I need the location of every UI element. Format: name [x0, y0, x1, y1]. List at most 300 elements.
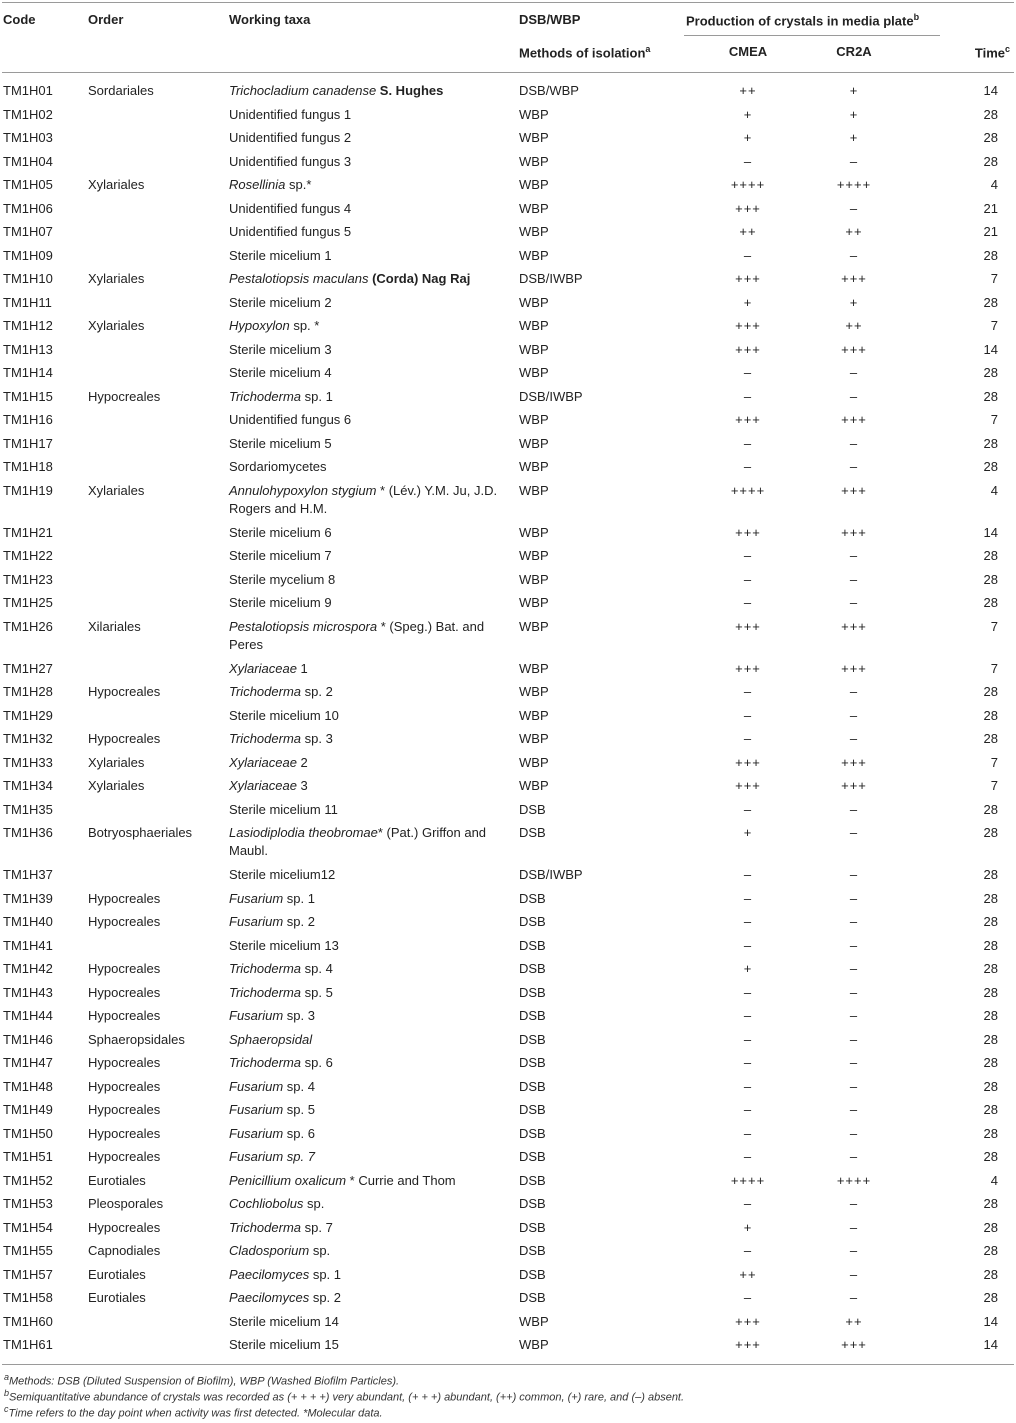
row-cmea: ++++	[730, 1172, 766, 1188]
row-code: TM1H05	[3, 177, 53, 192]
row-method: DSB/IWBP	[519, 867, 583, 882]
row-code: TM1H13	[3, 341, 53, 357]
row-cmea: –	[743, 1055, 753, 1070]
row-cr2a: +	[849, 130, 859, 145]
row-working-taxa	[229, 824, 509, 860]
row-time: 14	[983, 1337, 998, 1352]
row-order: Sordariales	[88, 83, 154, 98]
row-code: TM1H60	[3, 1313, 53, 1329]
row-cmea: +++	[735, 524, 761, 540]
row-code: TM1H02	[3, 106, 53, 122]
header-time: Time$^c$	[974, 44, 1010, 61]
row-working-taxa	[229, 1101, 509, 1119]
row-order: Pleosporales	[88, 1196, 164, 1211]
row-code: TM1H34	[3, 778, 53, 793]
taxa-segment: Trichoderma	[229, 684, 302, 699]
row-working-taxa	[229, 984, 509, 1002]
row-cr2a: ++++	[836, 1172, 872, 1188]
row-time: 21	[983, 224, 998, 239]
taxa-segment: Rosellinia	[229, 177, 286, 192]
row-time: 7	[990, 271, 998, 286]
row-working-taxa	[229, 200, 509, 218]
row-working-taxa	[229, 730, 509, 748]
row-time: 28	[983, 1149, 998, 1164]
taxa-segment: 3	[296, 778, 308, 793]
row-cmea: –	[743, 801, 753, 817]
row-time: 28	[983, 365, 998, 380]
row-code: TM1H06	[3, 200, 53, 216]
taxa-segment: Fusarium	[229, 914, 284, 929]
row-cr2a: +++	[841, 271, 867, 286]
taxa-segment: sp.	[303, 1196, 325, 1211]
row-code: TM1H40	[3, 914, 53, 929]
row-time: 14	[983, 524, 998, 540]
row-time: 28	[983, 459, 998, 474]
row-time: 28	[983, 1031, 998, 1047]
row-code: TM1H32	[3, 731, 53, 746]
row-time: 4	[990, 482, 998, 498]
row-code: TM1H46	[3, 1031, 53, 1047]
row-time: 28	[983, 1219, 998, 1235]
row-working-taxa	[229, 129, 509, 147]
row-working-taxa	[229, 1125, 509, 1143]
row-code: TM1H58	[3, 1290, 53, 1305]
taxa-segment: Fusarium	[229, 1008, 284, 1023]
row-order: Hypocreales	[88, 961, 161, 976]
row-method: DSB	[519, 1196, 546, 1211]
row-method: DSB	[519, 1172, 546, 1188]
row-working-taxa	[229, 247, 509, 265]
taxa-segment: Trichocladium canadense	[229, 83, 377, 98]
taxa-segment: Fusarium	[229, 1125, 284, 1141]
taxa-segment: * (Lév.) Y.M. Ju, J.D. Rogers and H.M.	[229, 482, 498, 516]
taxa-segment: sp. 4	[301, 961, 333, 976]
row-code: TM1H12	[3, 318, 53, 333]
row-cr2a: +++	[841, 412, 867, 427]
row-working-taxa	[229, 411, 509, 429]
row-time: 14	[983, 83, 998, 98]
row-cr2a: +	[849, 106, 859, 122]
row-code: TM1H48	[3, 1078, 53, 1094]
taxa-segment: sp. 1	[283, 890, 315, 906]
row-order: Hypocreales	[88, 890, 161, 906]
row-order: Xylariales	[88, 778, 145, 793]
row-code: TM1H47	[3, 1055, 53, 1070]
row-working-taxa	[229, 1078, 509, 1096]
row-time: 7	[990, 618, 998, 634]
row-code: TM1H01	[3, 83, 53, 98]
row-time: 21	[983, 200, 998, 216]
row-cr2a: ++	[845, 1313, 863, 1329]
row-cmea: –	[743, 1149, 753, 1164]
row-cmea: +++	[735, 200, 761, 216]
row-cmea: –	[743, 1125, 753, 1141]
row-time: 28	[983, 684, 998, 699]
row-time: 28	[983, 106, 998, 122]
row-time: 28	[983, 130, 998, 145]
row-time: 28	[983, 731, 998, 746]
row-method: WBP	[519, 524, 549, 540]
taxa-segment: Annulohypoxylon stygium	[229, 482, 377, 498]
taxa-segment: Lasiodiplodia theobromae	[229, 825, 378, 840]
row-working-taxa	[229, 618, 509, 654]
row-working-taxa	[229, 594, 509, 612]
row-working-taxa	[229, 937, 509, 955]
row-cmea: –	[743, 388, 753, 404]
row-working-taxa	[229, 890, 509, 908]
row-code: TM1H42	[3, 961, 53, 976]
row-order: Hypocreales	[88, 1219, 161, 1235]
row-code: TM1H49	[3, 1102, 53, 1117]
row-code: TM1H03	[3, 130, 53, 145]
row-method: WBP	[519, 200, 549, 216]
row-method: WBP	[519, 1337, 549, 1352]
row-working-taxa	[229, 1266, 509, 1284]
row-cmea: –	[743, 867, 753, 882]
row-code: TM1H39	[3, 890, 53, 906]
row-time: 7	[990, 412, 998, 427]
row-cmea: +++	[735, 271, 761, 286]
row-code: TM1H07	[3, 224, 53, 239]
row-code: TM1H52	[3, 1172, 53, 1188]
row-cr2a: –	[849, 548, 859, 563]
row-cr2a: +++	[841, 524, 867, 540]
row-cmea: –	[743, 937, 753, 953]
row-working-taxa	[229, 482, 509, 518]
row-order: Hypocreales	[88, 1102, 161, 1117]
row-code: TM1H17	[3, 435, 53, 451]
row-working-taxa	[229, 1054, 509, 1072]
taxa-segment: Fusarium	[229, 1078, 284, 1094]
row-working-taxa	[229, 913, 509, 931]
row-working-taxa	[229, 458, 509, 476]
row-order: Hypocreales	[88, 1078, 161, 1094]
row-cmea: +++	[735, 660, 761, 676]
row-cmea: –	[743, 1290, 753, 1305]
row-method: DSB/WBP	[519, 83, 579, 98]
row-order: Hypocreales	[88, 1125, 161, 1141]
taxa-segment: Xylariaceae	[229, 754, 297, 770]
row-working-taxa	[229, 1313, 509, 1331]
row-code: TM1H15	[3, 388, 53, 404]
row-method: DSB	[519, 1008, 546, 1023]
taxa-segment: Fusarium	[229, 890, 284, 906]
row-working-taxa	[229, 82, 509, 100]
row-method: WBP	[519, 1313, 549, 1329]
taxa-segment: Sterile micelium 14	[229, 1313, 339, 1329]
row-time: 28	[983, 153, 998, 169]
row-code: TM1H61	[3, 1337, 53, 1352]
taxa-segment: Cochliobolus	[229, 1196, 304, 1211]
row-code: TM1H18	[3, 459, 53, 474]
row-method: WBP	[519, 754, 549, 770]
taxa-segment: * Currie and Thom	[346, 1172, 456, 1188]
row-cmea: +++	[735, 412, 761, 427]
row-cr2a: –	[849, 1196, 859, 1211]
row-code: TM1H25	[3, 595, 53, 610]
taxa-segment: sp. 3	[283, 1008, 315, 1023]
taxa-segment: Paecilomyces	[229, 1266, 310, 1282]
row-working-taxa	[229, 707, 509, 725]
row-method: WBP	[519, 731, 549, 746]
row-code: TM1H43	[3, 984, 53, 1000]
taxa-segment: Fusarium sp. 7	[229, 1149, 315, 1164]
row-working-taxa	[229, 571, 509, 589]
taxa-segment: Sterile micelium 2	[229, 294, 332, 310]
taxa-segment: sp. 6	[283, 1125, 315, 1141]
taxa-segment: Sterile micelium 11	[229, 801, 338, 817]
taxa-segment: Trichoderma	[229, 961, 302, 976]
row-time: 28	[983, 294, 998, 310]
row-cr2a: –	[849, 435, 859, 451]
row-cr2a: –	[849, 1243, 859, 1258]
taxa-segment: sp. 2	[309, 1290, 341, 1305]
taxa-segment: Sterile micelium 10	[229, 707, 339, 723]
row-method: WBP	[519, 595, 549, 610]
row-order: Sphaeropsidales	[88, 1031, 185, 1047]
taxa-segment: sp. 1	[301, 388, 333, 404]
row-working-taxa	[229, 801, 509, 819]
row-cr2a: –	[849, 1031, 859, 1047]
row-code: TM1H51	[3, 1149, 53, 1164]
row-code: TM1H28	[3, 684, 53, 699]
row-cmea: +	[743, 825, 753, 840]
row-time: 4	[990, 177, 998, 192]
row-cmea: –	[743, 1243, 753, 1258]
row-method: DSB	[519, 961, 546, 976]
row-cr2a: –	[849, 1266, 859, 1282]
taxa-segment: Trichoderma	[229, 1055, 302, 1070]
row-cr2a: +++	[841, 754, 867, 770]
row-cmea: +++	[735, 754, 761, 770]
row-method: WBP	[519, 106, 549, 122]
row-method: WBP	[519, 177, 549, 192]
row-order: Botryosphaeriales	[88, 825, 193, 840]
row-code: TM1H22	[3, 548, 53, 563]
taxa-segment: Sterile micelium 3	[229, 341, 332, 357]
taxa-segment: Sterile micelium 5	[229, 435, 332, 451]
row-order: Xylariales	[88, 482, 145, 498]
taxa-segment: Trichoderma	[229, 984, 302, 1000]
row-cmea: –	[743, 731, 753, 746]
taxa-segment: Unidentified fungus 1	[229, 106, 352, 122]
taxa-segment: 2	[296, 754, 308, 770]
row-cr2a: –	[849, 388, 859, 404]
row-cr2a: –	[849, 247, 859, 263]
row-method: WBP	[519, 153, 549, 169]
row-cmea: ++++	[730, 177, 766, 192]
row-cmea: –	[743, 1031, 753, 1047]
row-code: TM1H14	[3, 365, 53, 380]
taxa-segment: Sordariomycetes	[229, 459, 327, 474]
header-code: Code	[3, 12, 36, 27]
row-working-taxa	[229, 388, 509, 406]
production-subrule	[684, 35, 940, 36]
row-method: WBP	[519, 571, 549, 587]
row-time: 7	[990, 660, 998, 676]
row-order: Hypocreales	[88, 731, 161, 746]
taxa-segment: sp. 6	[301, 1055, 333, 1070]
taxa-segment: sp. *	[289, 318, 320, 333]
header-cmea: CMEA	[728, 44, 768, 59]
row-cr2a: –	[849, 459, 859, 474]
row-cr2a: –	[849, 825, 859, 840]
taxa-segment: Paecilomyces	[229, 1290, 310, 1305]
row-working-taxa	[229, 1289, 509, 1307]
row-code: TM1H19	[3, 482, 53, 498]
row-working-taxa	[229, 960, 509, 978]
taxa-segment: Unidentified fungus 4	[229, 200, 352, 216]
header-working-taxa: Working taxa	[229, 12, 311, 27]
row-cr2a: –	[849, 1102, 859, 1117]
row-cmea: –	[743, 684, 753, 699]
row-method: WBP	[519, 412, 549, 427]
row-cmea: +++	[735, 1313, 761, 1329]
row-order: Eurotiales	[88, 1172, 146, 1188]
taxa-segment: sp. 4	[283, 1078, 315, 1094]
row-order: Hypocreales	[88, 388, 161, 404]
taxa-segment: Sterile micelium 4	[229, 365, 332, 380]
taxa-segment: (Corda) Nag Raj	[368, 271, 471, 286]
row-cmea: –	[743, 595, 753, 610]
taxa-segment: sp.	[309, 1243, 331, 1258]
row-order: Hypocreales	[88, 984, 161, 1000]
row-cr2a: –	[849, 1149, 859, 1164]
taxa-segment: Cladosporium	[229, 1243, 310, 1258]
taxa-segment: Trichoderma	[229, 731, 302, 746]
row-time: 28	[983, 707, 998, 723]
row-code: TM1H26	[3, 618, 53, 634]
taxa-segment: sp. 7	[301, 1219, 333, 1235]
taxa-segment: Unidentified fungus 2	[229, 130, 352, 145]
taxa-segment: Pestalotiopsis maculans	[229, 271, 369, 286]
row-working-taxa	[229, 1148, 509, 1166]
row-time: 28	[983, 801, 998, 817]
row-code: TM1H35	[3, 801, 53, 817]
taxa-segment: sp.*	[285, 177, 312, 192]
row-cmea: +++	[735, 341, 761, 357]
row-cr2a: –	[849, 731, 859, 746]
row-time: 28	[983, 961, 998, 976]
row-order: Hypocreales	[88, 1149, 161, 1164]
row-time: 28	[983, 571, 998, 587]
row-working-taxa	[229, 341, 509, 359]
row-cmea: +++	[735, 778, 761, 793]
row-method: WBP	[519, 707, 549, 723]
row-cmea: –	[743, 435, 753, 451]
row-order: Xilariales	[88, 618, 141, 634]
row-code: TM1H27	[3, 660, 53, 676]
row-cmea: –	[743, 984, 753, 1000]
row-working-taxa	[229, 270, 509, 288]
row-time: 28	[983, 1290, 998, 1305]
row-time: 14	[983, 341, 998, 357]
row-cr2a: –	[849, 937, 859, 953]
row-method: WBP	[519, 318, 549, 333]
row-cr2a: –	[849, 595, 859, 610]
row-cr2a: +++	[841, 660, 867, 676]
row-order: Hypocreales	[88, 1008, 161, 1023]
footnote-a: $^a$Methods: DSB (Diluted Suspension of Biofilm), WBP (Washed Biofilm Particles).	[4, 1372, 400, 1388]
row-time: 28	[983, 1243, 998, 1258]
row-code: TM1H16	[3, 412, 53, 427]
row-order: Hypocreales	[88, 684, 161, 699]
header-production: Production of crystals in media plate$^b$	[686, 12, 920, 29]
row-method: WBP	[519, 618, 549, 634]
row-cr2a: –	[849, 1290, 859, 1305]
row-method: WBP	[519, 247, 549, 263]
row-cr2a: –	[849, 1078, 859, 1094]
header-order: Order	[88, 12, 124, 27]
row-working-taxa	[229, 1242, 509, 1260]
row-order: Xylariales	[88, 318, 145, 333]
taxa-segment: Sterile micelium 9	[229, 595, 332, 610]
taxa-segment: S. Hughes	[376, 83, 444, 98]
taxa-segment: 1	[296, 660, 308, 676]
row-cr2a: +++	[841, 778, 867, 793]
row-working-taxa	[229, 1007, 509, 1025]
taxa-segment: Unidentified fungus 3	[229, 153, 352, 169]
taxa-segment: sp. 2	[283, 914, 315, 929]
row-time: 28	[983, 435, 998, 451]
row-time: 28	[983, 1102, 998, 1117]
row-cmea: +++	[735, 318, 761, 333]
row-code: TM1H33	[3, 754, 53, 770]
taxa-segment: sp. 2	[301, 684, 333, 699]
row-working-taxa	[229, 223, 509, 241]
row-cmea: –	[743, 914, 753, 929]
header-methods-of-isolation: Methods of isolation$^a$	[519, 44, 651, 61]
row-method: DSB	[519, 984, 546, 1000]
row-cr2a: ++	[845, 224, 863, 239]
row-time: 28	[983, 388, 998, 404]
taxa-segment: Sterile micelium 15	[229, 1337, 339, 1352]
taxa-segment: Xylariaceae	[229, 660, 297, 676]
row-method: DSB	[519, 1266, 546, 1282]
row-code: TM1H55	[3, 1243, 53, 1258]
row-method: WBP	[519, 459, 549, 474]
row-working-taxa	[229, 1195, 509, 1213]
row-cmea: –	[743, 571, 753, 587]
row-code: TM1H11	[3, 294, 52, 310]
row-cmea: +	[743, 130, 753, 145]
taxa-segment: Sphaeropsidal	[229, 1031, 313, 1047]
row-time: 28	[983, 867, 998, 882]
row-method: WBP	[519, 548, 549, 563]
row-order: Eurotiales	[88, 1290, 146, 1305]
row-cr2a: ++++	[836, 177, 872, 192]
row-working-taxa	[229, 683, 509, 701]
row-cr2a: –	[849, 1125, 859, 1141]
taxa-segment: sp. 5	[301, 984, 333, 1000]
row-order: Xylariales	[88, 271, 145, 286]
row-working-taxa	[229, 294, 509, 312]
taxa-segment: Trichoderma	[229, 1219, 302, 1235]
row-time: 28	[983, 984, 998, 1000]
row-time: 7	[990, 778, 998, 793]
row-cr2a: –	[849, 961, 859, 976]
row-cr2a: –	[849, 801, 859, 817]
row-working-taxa	[229, 547, 509, 565]
row-time: 28	[983, 1196, 998, 1211]
row-cr2a: +++	[841, 1337, 867, 1352]
row-working-taxa	[229, 660, 509, 678]
row-cr2a: –	[849, 1055, 859, 1070]
row-cr2a: –	[849, 1219, 859, 1235]
row-cmea: +	[743, 106, 753, 122]
row-cr2a: –	[849, 867, 859, 882]
row-method: DSB	[519, 1078, 546, 1094]
